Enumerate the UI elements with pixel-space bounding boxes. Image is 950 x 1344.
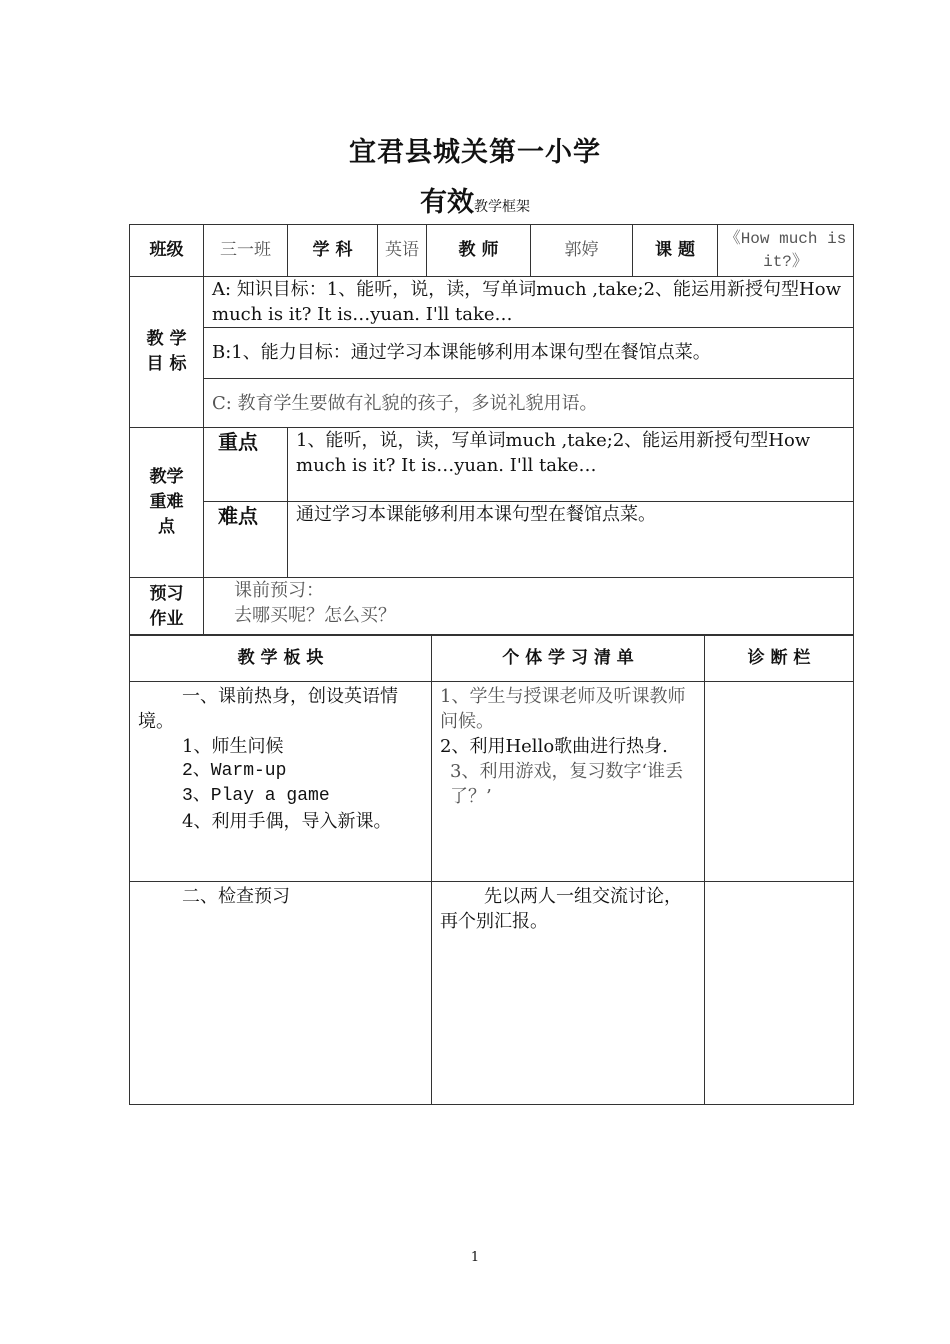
subject-value: 英语	[378, 225, 427, 277]
diagnosis-cell	[705, 682, 854, 882]
goal-c: C: 教育学生要做有礼貌的孩子，多说礼貌用语。	[204, 379, 854, 428]
document-subtitle	[0, 180, 950, 219]
goal-b: B:1、能力目标：通过学习本课能够利用本课句型在餐馆点菜。	[204, 328, 854, 379]
difficult-point-text: 通过学习本课能够利用本课句型在餐馆点菜。	[288, 502, 854, 578]
preview-line-1: 课前预习：	[234, 580, 324, 601]
subtitle-suffix: 教学框架	[474, 199, 530, 215]
column-header-study-list: 个 体 学 习 清 单	[432, 635, 705, 682]
study-item: 2、利用Hello歌曲进行热身.	[440, 736, 668, 757]
column-header-diagnosis: 诊 断 栏	[705, 635, 854, 682]
diagnosis-cell	[705, 882, 854, 1105]
study-cell	[432, 682, 705, 882]
key-point-label: 重点	[204, 428, 288, 502]
block-title: 一、课前热身，创设英语情境。	[138, 686, 398, 732]
school-title: 宜君县城关第一小学	[349, 137, 601, 168]
table-row	[130, 682, 854, 882]
key-points-label: 教学重难点	[130, 428, 204, 578]
teaching-blocks-table	[129, 634, 854, 1105]
block-cell	[130, 882, 432, 1105]
table-row	[130, 882, 854, 1105]
key-point-text: 1、能听，说，读，写单词much ,take;2、能运用新授句型How much is it? It is…yuan. I'll take…	[288, 428, 854, 502]
column-header-blocks: 教 学 板 块	[130, 635, 432, 682]
block-item: 3、Play a game	[182, 786, 330, 806]
page-number: 1	[470, 1250, 480, 1265]
subtitle-main: 有效	[420, 187, 474, 218]
study-item: 1、学生与授课老师及听课教师问候。	[440, 686, 686, 732]
study-item: 3、利用游戏，复习数字‘谁丢了？’	[450, 761, 684, 807]
topic-label: 课 题	[633, 225, 718, 277]
lesson-info-table	[129, 224, 854, 636]
teacher-value: 郭婷	[531, 225, 633, 277]
class-label: 班级	[130, 225, 204, 277]
study-cell	[432, 882, 705, 1105]
class-value: 三一班	[204, 225, 288, 277]
study-text: 先以两人一组交流讨论，再个别汇报。	[440, 886, 682, 932]
block-cell	[130, 682, 432, 882]
block-title: 二、检查预习	[182, 886, 290, 907]
block-item: 4、利用手偶，导入新课。	[182, 811, 392, 832]
subject-label: 学 科	[288, 225, 378, 277]
block-item: 1、师生问候	[182, 736, 284, 757]
goals-label: 教 学 目 标	[130, 277, 204, 428]
topic-value: 《How much is it?》	[718, 225, 854, 277]
block-item: 2、Warm-up	[182, 761, 287, 781]
preview-label: 预习作业	[130, 578, 204, 636]
teacher-label: 教 师	[427, 225, 531, 277]
goal-a: A: 知识目标：1、能听，说，读，写单词much ,take;2、能运用新授句型How much is it? It is…yuan. I'll take…	[204, 277, 854, 328]
preview-content	[204, 578, 854, 636]
difficult-point-label: 难点	[204, 502, 288, 578]
preview-line-2: 去哪买呢？怎么买？	[234, 605, 396, 626]
